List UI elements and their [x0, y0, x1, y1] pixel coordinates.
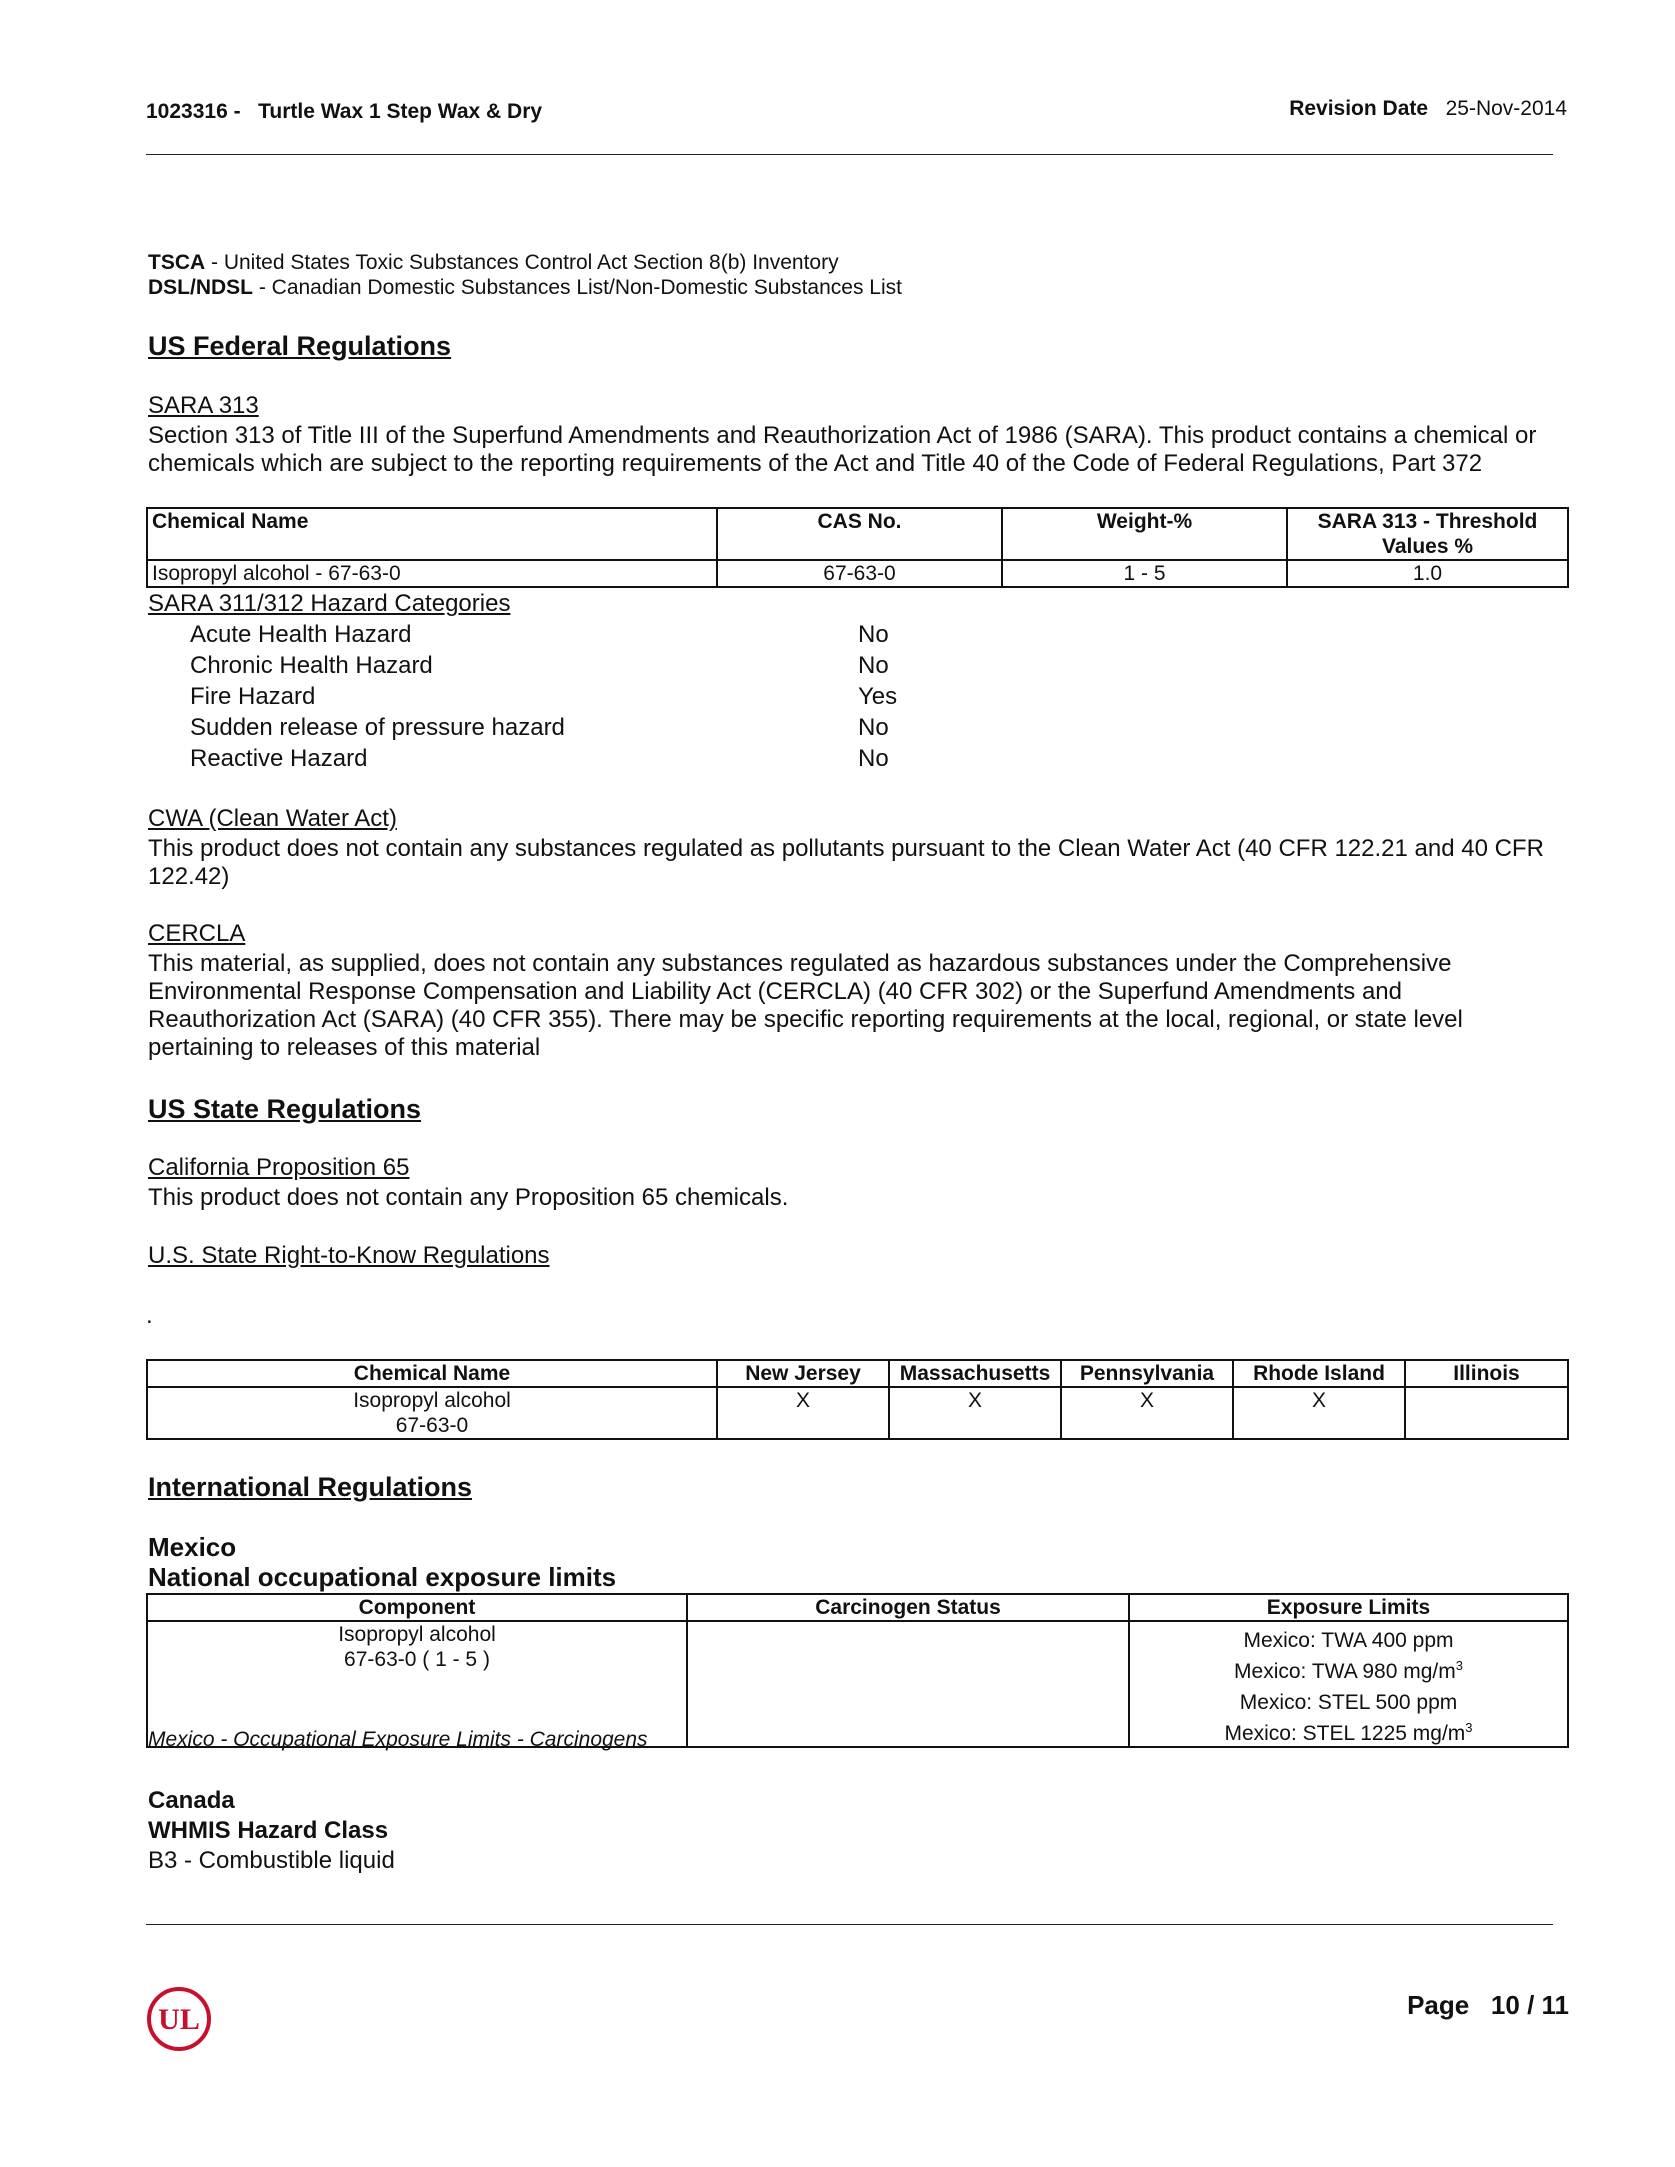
hazard-value-fire: Yes: [858, 683, 898, 710]
header-revision: [1289, 97, 1567, 121]
rtk-title: U.S. State Right-to-Know Regulations: [148, 1242, 550, 1269]
international-title: International Regulations: [148, 1472, 473, 1502]
product-id: 1023316 -: [146, 100, 241, 123]
col-cas: CAS No.: [717, 508, 1002, 560]
page-value: 10 / 11: [1490, 1990, 1569, 2020]
hazard-label-fire: Fire Hazard: [190, 683, 316, 710]
cell-weight: 1 - 5: [1002, 560, 1287, 587]
col-massachusetts: Massachusetts: [889, 1360, 1061, 1387]
abbreviations: [148, 250, 902, 300]
cell-chemical: Isopropyl alcohol - 67-63-0: [147, 560, 717, 587]
mexico-subtitle: National occupational exposure limits: [148, 1562, 617, 1592]
cell-il: [1405, 1387, 1568, 1439]
mexico-caption: Mexico - Occupational Exposure Limits - Carcinogens: [148, 1728, 648, 1751]
cell-ma: X: [889, 1387, 1061, 1439]
sara311-title: SARA 311/312 Hazard Categories: [148, 590, 511, 617]
canada-subtitle: WHMIS Hazard Class: [148, 1817, 389, 1844]
abbr-tsca: TSCA - United States Toxic Substances Control Act Section 8(b) Inventory: [148, 251, 839, 274]
col-weight: Weight-%: [1002, 508, 1287, 560]
cell-pa: X: [1061, 1387, 1233, 1439]
page-label: Page: [1407, 1990, 1470, 2020]
col-carcinogen: Carcinogen Status: [687, 1594, 1129, 1621]
prop65-title: California Proposition 65: [148, 1154, 410, 1181]
footer-divider: [146, 1924, 1553, 1925]
col-pennsylvania: Pennsylvania: [1061, 1360, 1233, 1387]
us-state-title: US State Regulations: [148, 1094, 422, 1124]
col-chemical-name: Chemical Name: [147, 1360, 717, 1387]
hazard-value-pressure: No: [858, 714, 889, 741]
sara313-text: Section 313 of Title III of the Superfund Amendments and Reauthorization Act of 1986 (SARA). This product contains a chemical or chemicals which are subject to the reporting requirements of the Act and Title 40 of the Code of Federal Regulations, Part 372: [148, 422, 1537, 477]
rtk-table: [146, 1359, 1569, 1440]
abbr-dsl: DSL/NDSL - Canadian Domestic Substances List/Non-Domestic Substances List: [148, 276, 902, 299]
mexico-table: [146, 1593, 1569, 1748]
limit-twa-ppm: Mexico: TWA 400 ppm: [1243, 1629, 1454, 1652]
us-federal-title: US Federal Regulations: [148, 331, 452, 361]
cercla-title: CERCLA: [148, 920, 246, 947]
cell-cas: 67-63-0: [717, 560, 1002, 587]
col-illinois: Illinois: [1405, 1360, 1568, 1387]
col-exposure: Exposure Limits: [1129, 1594, 1568, 1621]
limit-stel-mg: Mexico: STEL 1225 $mg/m^3$: [1224, 1720, 1473, 1745]
product-name: Turtle Wax 1 Step Wax & Dry: [258, 100, 543, 123]
canada-text: B3 - Combustible liquid: [148, 1847, 395, 1874]
cell-exposure: [1129, 1621, 1568, 1747]
ul-logo: [146, 1986, 212, 2052]
component-cas: 67-63-0 ( 1 - 5 ): [344, 1648, 490, 1671]
rtk-dot: .: [146, 1302, 153, 1329]
mexico-heading: [148, 1532, 616, 1592]
col-component: Component: [147, 1594, 687, 1621]
cwa-text: This product does not contain any substances regulated as pollutants pursuant to the Clean Water Act (40 CFR 122.21 and 40 CFR 122.42): [148, 835, 1544, 890]
component-name: Isopropyl alcohol: [338, 1623, 496, 1646]
limit-stel-ppm: Mexico: STEL 500 ppm: [1239, 1691, 1458, 1714]
cwa-title: CWA (Clean Water Act): [148, 805, 397, 832]
hazard-label-acute: Acute Health Hazard: [190, 621, 412, 648]
col-rhode-island: Rhode Island: [1233, 1360, 1405, 1387]
chemical-cas: 67-63-0: [395, 1414, 469, 1437]
table-row: [147, 560, 1568, 587]
sara313-table: [146, 507, 1569, 588]
hazard-label-chronic: Chronic Health Hazard: [190, 652, 433, 679]
mexico-country: Mexico: [148, 1532, 237, 1562]
col-threshold: SARA 313 - Threshold Values %: [1287, 508, 1568, 560]
page-number: [1407, 1990, 1569, 2021]
header-product: [146, 100, 542, 124]
table-header-row: [147, 508, 1568, 560]
header-divider: [146, 154, 1553, 155]
hazard-label-reactive: Reactive Hazard: [190, 745, 368, 772]
table-row: [147, 1387, 1568, 1439]
cell-chemical: [147, 1387, 717, 1439]
limit-twa-mg: Mexico: TWA 980 $mg/m^3$: [1234, 1658, 1463, 1683]
table-header-row: [147, 1594, 1568, 1621]
table-header-row: [147, 1360, 1568, 1387]
chemical-name: Isopropyl alcohol: [353, 1389, 511, 1412]
cell-nj: X: [717, 1387, 889, 1439]
hazard-label-pressure: Sudden release of pressure hazard: [190, 714, 565, 741]
prop65-text: This product does not contain any Proposition 65 chemicals.: [148, 1184, 789, 1211]
col-new-jersey: New Jersey: [717, 1360, 889, 1387]
col-chemical-name: Chemical Name: [147, 508, 717, 560]
canada-block: [148, 1786, 395, 1876]
cercla-text: This material, as supplied, does not contain any substances regulated as hazardous substances under the Comprehensive Environmental Response Compensation and Liability Act (CERCLA) (40 CFR 302) or the Superfund Amendments and Reauthorization Act (SARA) (40 CFR 355). There may be specific reporting requirements at the local, regional, or state level pertaining to releases of this material: [148, 950, 1463, 1061]
sara313-title: SARA 313: [148, 392, 259, 419]
revision-date: 25-Nov-2014: [1445, 97, 1567, 120]
ul-logo-icon: [146, 1986, 212, 2052]
revision-label: Revision Date: [1289, 97, 1429, 120]
cell-carcinogen: [687, 1621, 1129, 1747]
cell-ri: X: [1233, 1387, 1405, 1439]
cell-threshold: 1.0: [1287, 560, 1568, 587]
hazard-value-acute: No: [858, 621, 889, 648]
hazard-value-reactive: No: [858, 745, 889, 772]
hazard-value-chronic: No: [858, 652, 889, 679]
ul-logo-text: UL: [158, 2003, 200, 2036]
canada-country: Canada: [148, 1787, 235, 1814]
